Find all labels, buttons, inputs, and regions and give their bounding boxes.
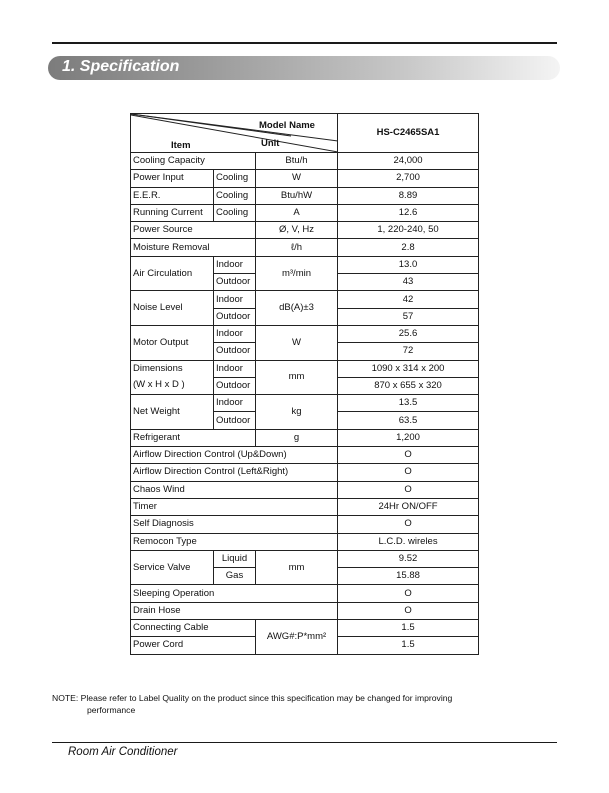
row-label: Motor Output: [131, 325, 214, 360]
row-value: 1.5: [338, 637, 479, 654]
row-sublabel: Liquid: [214, 550, 256, 567]
row-unit: Btu/h: [256, 153, 338, 170]
row-label: Airflow Direction Control (Up&Down): [131, 447, 338, 464]
row-value: 24,000: [338, 153, 479, 170]
row-value: O: [338, 481, 479, 498]
row-sublabel: Cooling: [214, 170, 256, 187]
row-unit: g: [256, 429, 338, 446]
table-row: [131, 516, 479, 533]
row-label: Power Input: [131, 170, 214, 187]
row-value: 870 x 655 x 320: [338, 377, 479, 394]
table-row: [131, 187, 479, 204]
header-unit: Unit: [261, 138, 280, 149]
row-value: L.C.D. wireles: [338, 533, 479, 550]
row-sublabel: Gas: [214, 568, 256, 585]
dimensions-label: Dimensions: [133, 363, 183, 375]
row-label: Air Circulation: [131, 256, 214, 291]
row-value: 42: [338, 291, 479, 308]
row-label: Cooling Capacity: [131, 153, 256, 170]
table-row: [131, 602, 479, 619]
row-unit: AWG#:P*mm²: [256, 620, 338, 655]
row-label: Noise Level: [131, 291, 214, 326]
table-row: [131, 533, 479, 550]
row-value: 1090 x 314 x 200: [338, 360, 479, 377]
row-unit: W: [256, 170, 338, 187]
row-sublabel: Cooling: [214, 187, 256, 204]
row-value: 72: [338, 343, 479, 360]
row-label: Self Diagnosis: [131, 516, 338, 533]
table-row: [131, 429, 479, 446]
table-row: [131, 585, 479, 602]
row-label: Airflow Direction Control (Left&Right): [131, 464, 338, 481]
row-label: Refrigerant: [131, 429, 256, 446]
row-label: Power Cord: [131, 637, 256, 654]
row-label: Net Weight: [131, 395, 214, 430]
header-model: HS-C2465SA1: [338, 114, 479, 153]
row-unit: Ø, V, Hz: [256, 222, 338, 239]
row-value: 1.5: [338, 620, 479, 637]
top-rule: [52, 42, 557, 44]
row-label: Connecting Cable: [131, 620, 256, 637]
row-value: 1,200: [338, 429, 479, 446]
row-unit: kg: [256, 395, 338, 430]
row-sublabel: Cooling: [214, 204, 256, 221]
dimensions-label-sub: (W x H x D ): [133, 379, 185, 391]
row-value: 57: [338, 308, 479, 325]
row-unit: dB(A)±3: [256, 291, 338, 326]
section-banner: [48, 56, 560, 80]
spec-table: [130, 113, 479, 655]
row-label: Chaos Wind: [131, 481, 338, 498]
row-unit: m³/min: [256, 256, 338, 291]
header-model-name: Model Name: [259, 120, 315, 131]
header-diagonal-cell: [131, 114, 338, 153]
row-label: Moisture Removal: [131, 239, 256, 256]
row-value: 2,700: [338, 170, 479, 187]
row-value: 2.8: [338, 239, 479, 256]
row-label: Drain Hose: [131, 602, 338, 619]
row-sublabel: Outdoor: [214, 308, 256, 325]
row-sublabel: Outdoor: [214, 377, 256, 394]
row-label: Running Current: [131, 204, 214, 221]
table-row: [131, 498, 479, 515]
table-row: [131, 447, 479, 464]
row-value: O: [338, 602, 479, 619]
row-unit: mm: [256, 360, 338, 395]
row-sublabel: Indoor: [214, 325, 256, 342]
row-label: Timer: [131, 498, 338, 515]
row-value: 43: [338, 274, 479, 291]
row-sublabel: Indoor: [214, 360, 256, 377]
note-line-1: NOTE: Please refer to Label Quality on the product since this specification may be changed for improving: [52, 693, 453, 703]
table-row: [131, 620, 479, 637]
table-header-row: [131, 114, 479, 153]
table-row: [131, 464, 479, 481]
bottom-rule: [52, 742, 557, 743]
note-line-2: performance: [87, 705, 136, 715]
row-sublabel: Outdoor: [214, 412, 256, 429]
footer-title: Room Air Conditioner: [68, 746, 178, 758]
note: [52, 692, 552, 716]
row-value: 25.6: [338, 325, 479, 342]
row-value: 1, 220-240, 50: [338, 222, 479, 239]
row-value: O: [338, 585, 479, 602]
row-value: 24Hr ON/OFF: [338, 498, 479, 515]
row-unit: ℓ/h: [256, 239, 338, 256]
table-row: [131, 360, 479, 377]
row-unit: A: [256, 204, 338, 221]
table-row: [131, 239, 479, 256]
row-sublabel: Indoor: [214, 256, 256, 273]
table-row: [131, 256, 479, 273]
row-label: Remocon Type: [131, 533, 338, 550]
table-row: [131, 291, 479, 308]
table-row: [131, 325, 479, 342]
row-value: 8.89: [338, 187, 479, 204]
row-unit: mm: [256, 550, 338, 585]
row-value: 15.88: [338, 568, 479, 585]
row-sublabel: Indoor: [214, 291, 256, 308]
row-value: 13.0: [338, 256, 479, 273]
row-value: O: [338, 447, 479, 464]
row-unit: Btu/hW: [256, 187, 338, 204]
table-row: [131, 153, 479, 170]
section-title: 1. Specification: [62, 58, 180, 75]
table-row: [131, 481, 479, 498]
row-label: Power Source: [131, 222, 256, 239]
table-row: [131, 395, 479, 412]
row-label: Sleeping Operation: [131, 585, 338, 602]
row-value: O: [338, 464, 479, 481]
row-label: E.E.R.: [131, 187, 214, 204]
row-label: [131, 360, 214, 395]
table-row: [131, 222, 479, 239]
row-value: O: [338, 516, 479, 533]
table-row: [131, 170, 479, 187]
row-value: 63.5: [338, 412, 479, 429]
table-row: [131, 550, 479, 567]
row-unit: W: [256, 325, 338, 360]
row-value: 13.5: [338, 395, 479, 412]
table-row: [131, 204, 479, 221]
row-value: 12.6: [338, 204, 479, 221]
row-sublabel: Outdoor: [214, 274, 256, 291]
row-sublabel: Outdoor: [214, 343, 256, 360]
row-sublabel: Indoor: [214, 395, 256, 412]
row-label: Service Valve: [131, 550, 214, 585]
row-value: 9.52: [338, 550, 479, 567]
header-item: Item: [171, 140, 191, 151]
